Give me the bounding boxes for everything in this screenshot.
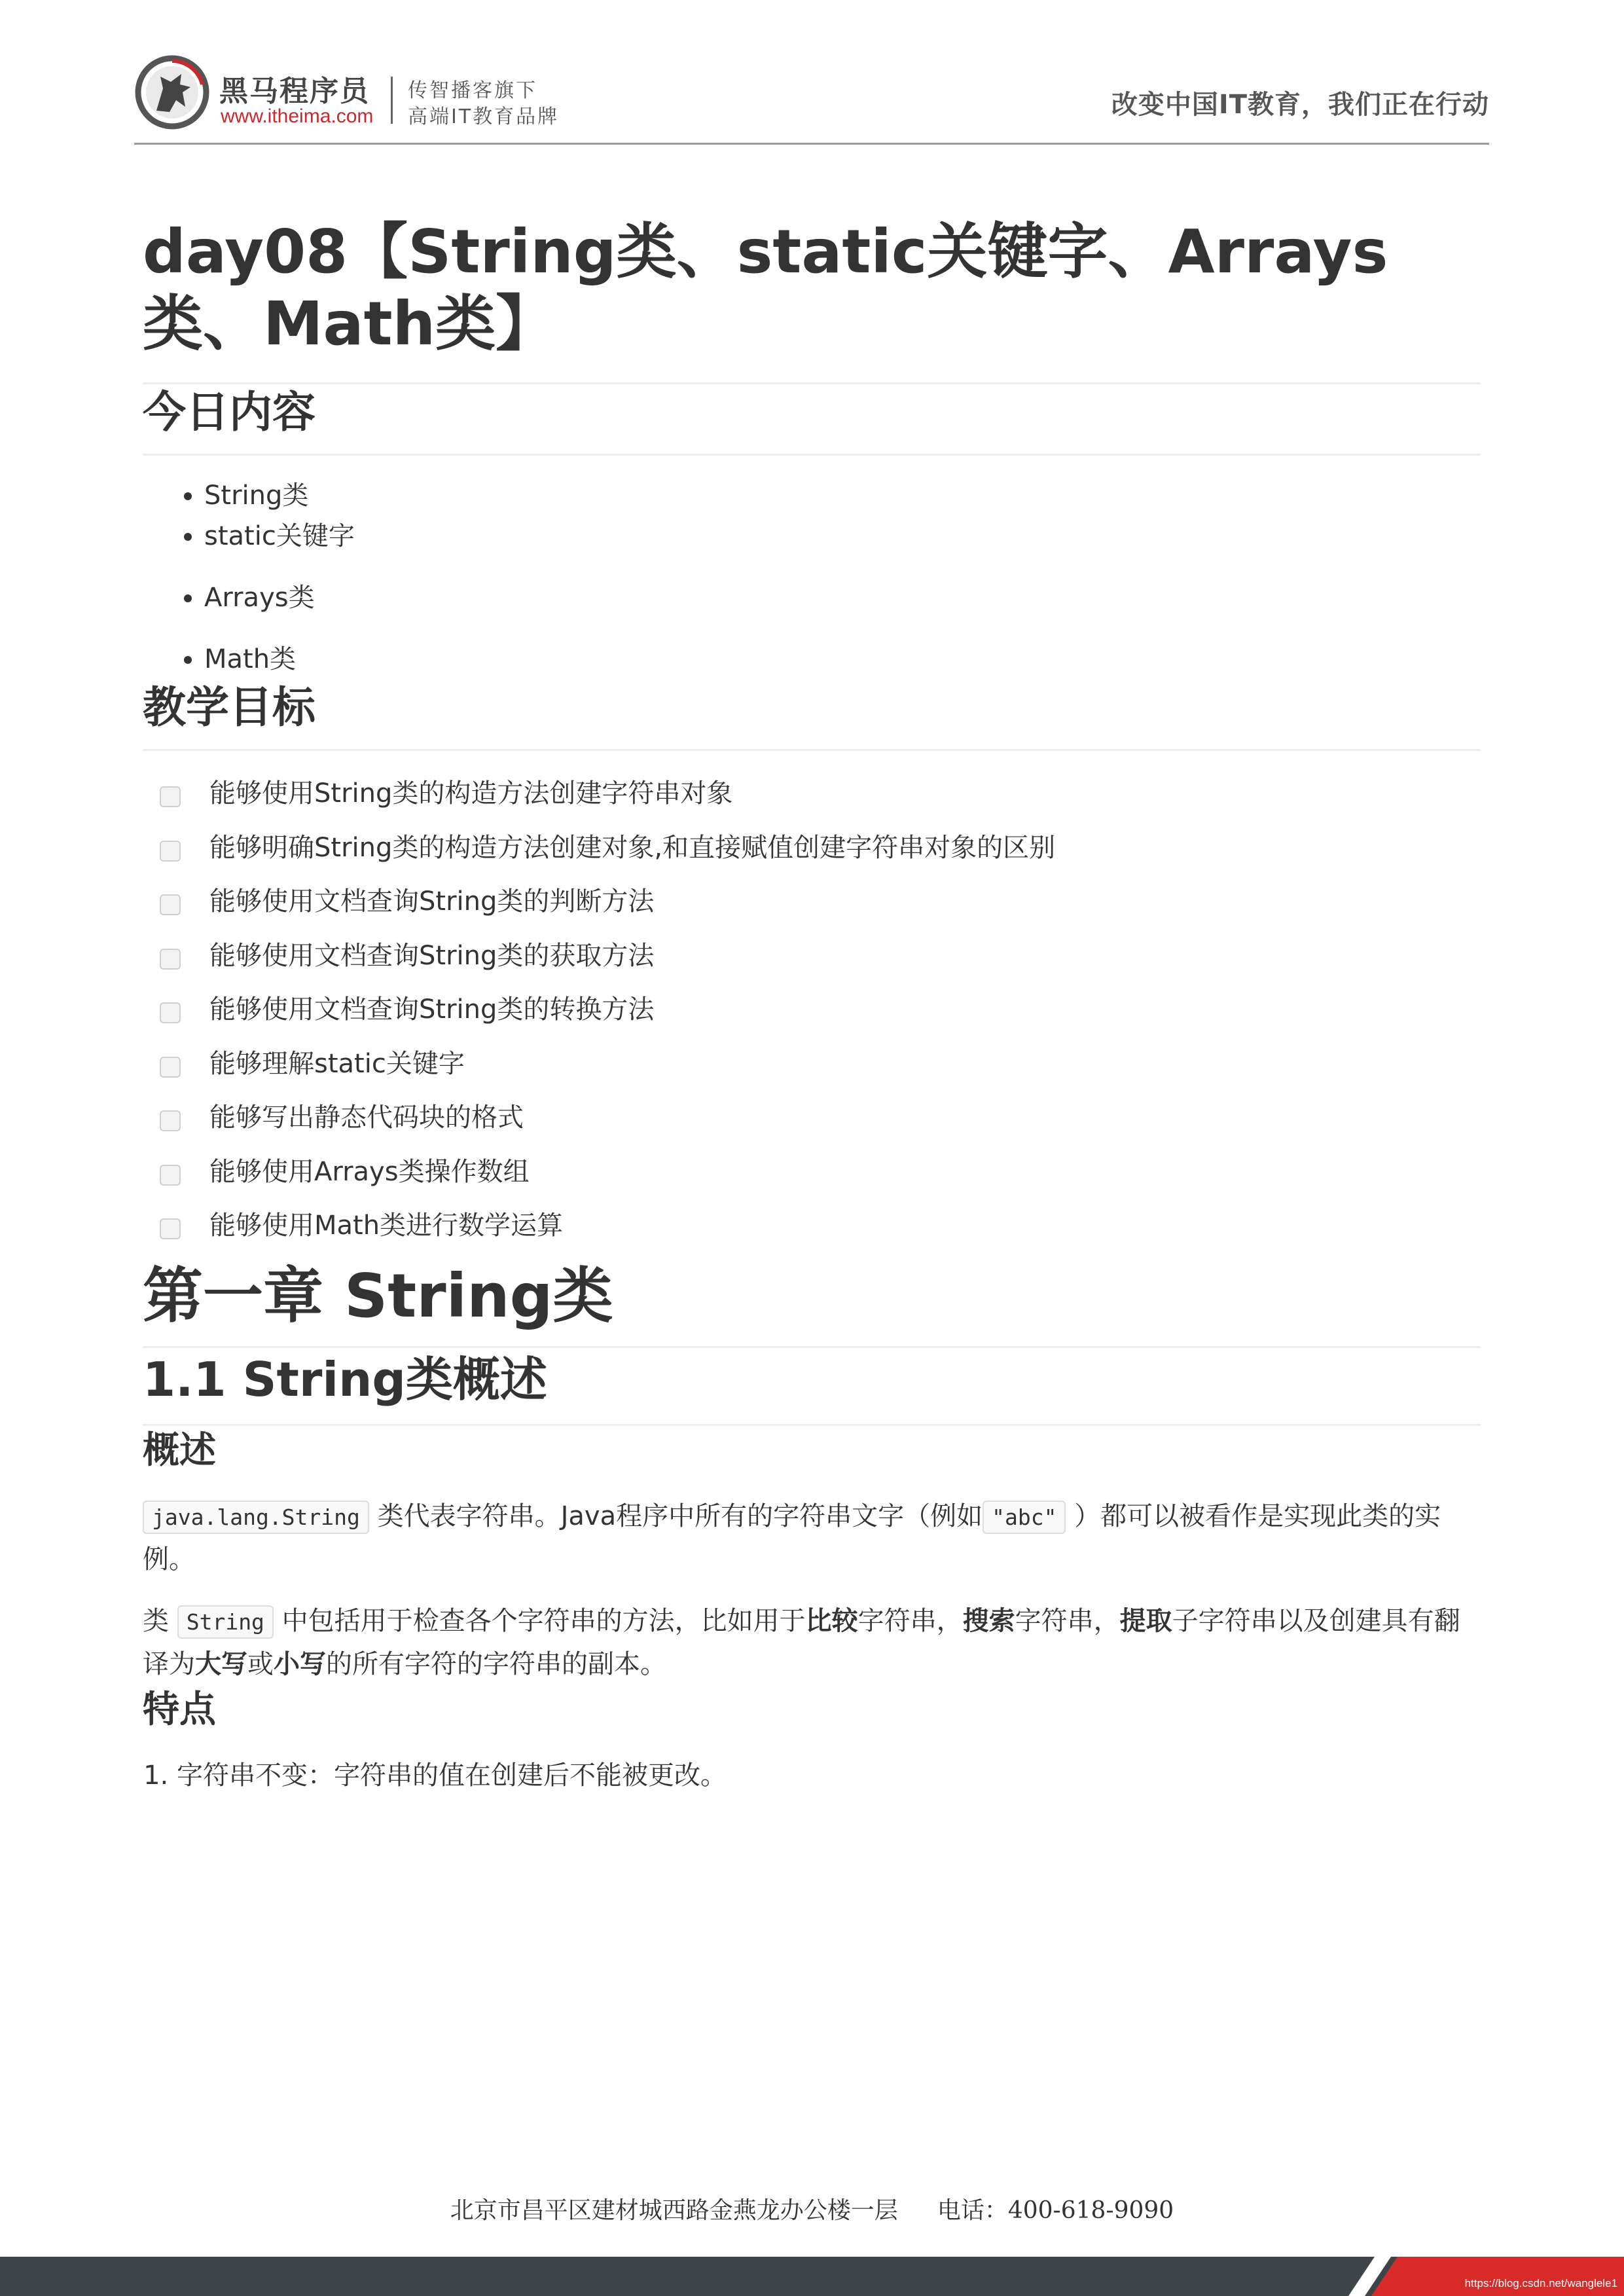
paragraph-text: 类 — [143, 1605, 177, 1636]
paragraph-text: 中包括用于检查各个字符串的方法，比如用于 — [273, 1605, 806, 1636]
inline-code: "abc" — [983, 1501, 1066, 1534]
footer-address: 北京市昌平区建材城西路金燕龙办公楼一层 — [450, 2197, 898, 2224]
bold-text: 搜索 — [962, 1605, 1015, 1636]
task-checkbox[interactable] — [160, 786, 181, 807]
paragraph-text: 的所有字符的字符串的副本。 — [326, 1649, 666, 1679]
task-label: 能够写出静态代码块的格式 — [209, 1102, 524, 1133]
watermark-url: https://blog.csdn.net/wanglele1 — [1464, 2277, 1617, 2289]
header-divider — [134, 143, 1489, 145]
task-label: 能够使用文档查询String类的判断方法 — [209, 886, 655, 917]
bold-text: 小写 — [274, 1649, 326, 1679]
section-heading-1-1: 1.1 String类概述 — [143, 1348, 1481, 1426]
logo-divider — [391, 77, 393, 124]
brand-url[interactable]: www.itheima.com — [221, 105, 374, 127]
task-label: 能够使用文档查询String类的获取方法 — [209, 940, 655, 971]
task-label: 能够明确String类的构造方法创建对象,和直接赋值创建字符串对象的区别 — [209, 832, 1056, 863]
task-label: 能够使用Arrays类操作数组 — [209, 1156, 530, 1187]
task-item — [143, 828, 1481, 882]
footer-bar-red — [1371, 2257, 1624, 2296]
bold-text: 提取 — [1119, 1605, 1172, 1636]
brand-logo[interactable] — [134, 49, 592, 134]
task-item — [143, 1205, 1481, 1260]
paragraph-text: 或 — [247, 1649, 274, 1679]
task-item — [143, 936, 1481, 990]
bold-text: 比较 — [805, 1605, 858, 1636]
features-list — [143, 1755, 1481, 1796]
horse-logo-icon — [134, 54, 210, 130]
paragraph-text: 子字符串以及创建具有翻译为 — [143, 1605, 1460, 1679]
inline-code: String — [177, 1605, 274, 1639]
footer-bar — [0, 2257, 1624, 2296]
today-content-list — [143, 475, 1481, 680]
page-title: day08【String类、static关键字、Arrays类、Math类】 — [143, 216, 1481, 384]
footer-phone: 电话：400-618-9090 — [937, 2197, 1174, 2224]
task-checkbox[interactable] — [160, 1218, 181, 1239]
list-item: • static关键字 — [204, 516, 1481, 556]
header-tagline: 改变中国IT教育，我们正在行动 — [1111, 90, 1489, 120]
brand-slogan-line1: 传智播客旗下 — [408, 79, 537, 102]
brand-name: 黑马程序员 — [219, 75, 370, 108]
paragraph-text: 类代表字符串。Java程序中所有的字符串文字（例如 — [369, 1501, 983, 1531]
task-checkbox[interactable] — [160, 1165, 181, 1186]
paragraph-text: 字符串， — [857, 1605, 963, 1636]
bold-text: 大写 — [195, 1649, 247, 1679]
task-checkbox[interactable] — [160, 1057, 181, 1078]
task-label: 能够使用文档查询String类的转换方法 — [209, 994, 655, 1025]
list-item: • Arrays类 — [204, 577, 1481, 618]
subheading-features: 特点 — [143, 1688, 216, 1731]
overview-paragraph-2 — [143, 1600, 1481, 1685]
page-header — [134, 39, 1489, 144]
task-label: 能够使用String类的构造方法创建字符串对象 — [209, 778, 733, 809]
task-item — [143, 1044, 1481, 1098]
footer-contact — [0, 2192, 1624, 2225]
task-checkbox[interactable] — [160, 949, 181, 970]
document-body — [143, 216, 1481, 1796]
paragraph-text: ）都可以被看作是实现此类的实例。 — [143, 1501, 1441, 1575]
overview-paragraph-1 — [143, 1495, 1481, 1580]
list-item: • Math类 — [204, 639, 1481, 680]
task-label: 能够理解static关键字 — [209, 1048, 465, 1079]
task-item — [143, 1097, 1481, 1152]
inline-code: java.lang.String — [143, 1501, 369, 1534]
task-item — [143, 773, 1481, 828]
task-label: 能够使用Math类进行数学运算 — [209, 1211, 564, 1241]
goals-task-list — [143, 773, 1481, 1260]
task-checkbox[interactable] — [160, 894, 181, 915]
list-item: 1. 字符串不变：字符串的值在创建后不能被更改。 — [177, 1755, 1481, 1796]
section-heading-today: 今日内容 — [143, 384, 1481, 456]
task-checkbox[interactable] — [160, 841, 181, 862]
task-item — [143, 881, 1481, 936]
paragraph-text: 字符串， — [1015, 1605, 1120, 1636]
chapter-heading: 第一章 String类 — [143, 1260, 1481, 1348]
list-item: • String类 — [204, 475, 1481, 516]
task-item — [143, 1152, 1481, 1206]
task-item — [143, 989, 1481, 1044]
task-checkbox[interactable] — [160, 1110, 181, 1131]
subheading-overview: 概述 — [143, 1429, 216, 1472]
section-heading-goals: 教学目标 — [143, 680, 1481, 751]
brand-slogan-line2: 高端IT教育品牌 — [408, 105, 560, 128]
task-checkbox[interactable] — [160, 1002, 181, 1023]
